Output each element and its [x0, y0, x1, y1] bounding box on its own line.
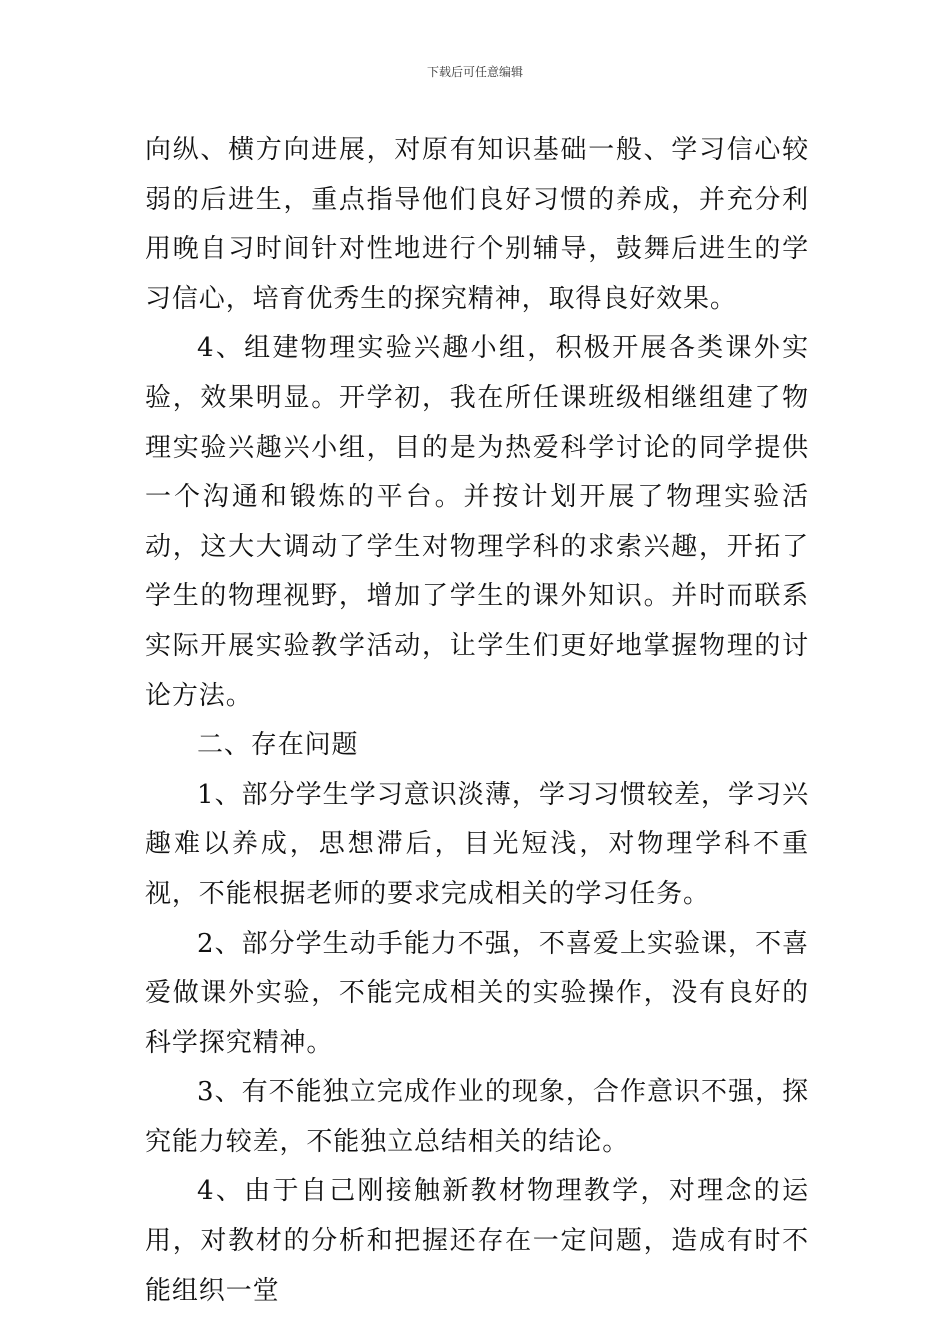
- paragraph-problem-1: 1、部分学生学习意识淡薄，学习习惯较差，学习兴趣难以养成，思想滞后，目光短浅，对物理学科不重视，不能根据老师的要求完成相关的学习任务。: [145, 779, 809, 909]
- page-header: 下载后可任意编辑: [426, 65, 523, 79]
- paragraph-problem-3: 3、有不能独立完成作业的现象，合作意识不强，探究能力较差，不能独立总结相关的结论。: [145, 1077, 809, 1157]
- paragraph-item-4-lab-group: 4、组建物理实验兴趣小组，积极开展各类课外实验，效果明显。开学初，我在所任课班级相继组建了物理实验兴趣兴小组，目的是为热爱科学讨论的同学提供一个沟通和锻炼的平台。并按计划开展了物理实验活动，这大大调动了学生对物理学科的求索兴趣，开拓了学生的物理视野，增加了学生的课外知识。并时而联系实际开展实验教学活动，让学生们更好地掌握物理的讨论方法。: [145, 333, 809, 711]
- paragraph-problem-4: 4、由于自己刚接触新教材物理教学，对理念的运用，对教材的分析和把握还存在一定问题，造成有时不能组织一堂: [145, 1176, 809, 1306]
- paragraph-problem-2: 2、部分学生动手能力不强，不喜爱上实验课，不喜爱做课外实验，不能完成相关的实验操作，没有良好的科学探究精神。: [145, 928, 809, 1058]
- paragraph-continuation: 向纵、横方向进展，对原有知识基础一般、学习信心较弱的后进生，重点指导他们良好习惯的养成，并充分利用晚自习时间针对性地进行个别辅导，鼓舞后进生的学习信心，培育优秀生的探究精神，取得良好效果。: [145, 135, 809, 314]
- document-body: [145, 126, 809, 1316]
- section-heading-problems: 二、存在问题: [197, 730, 359, 761]
